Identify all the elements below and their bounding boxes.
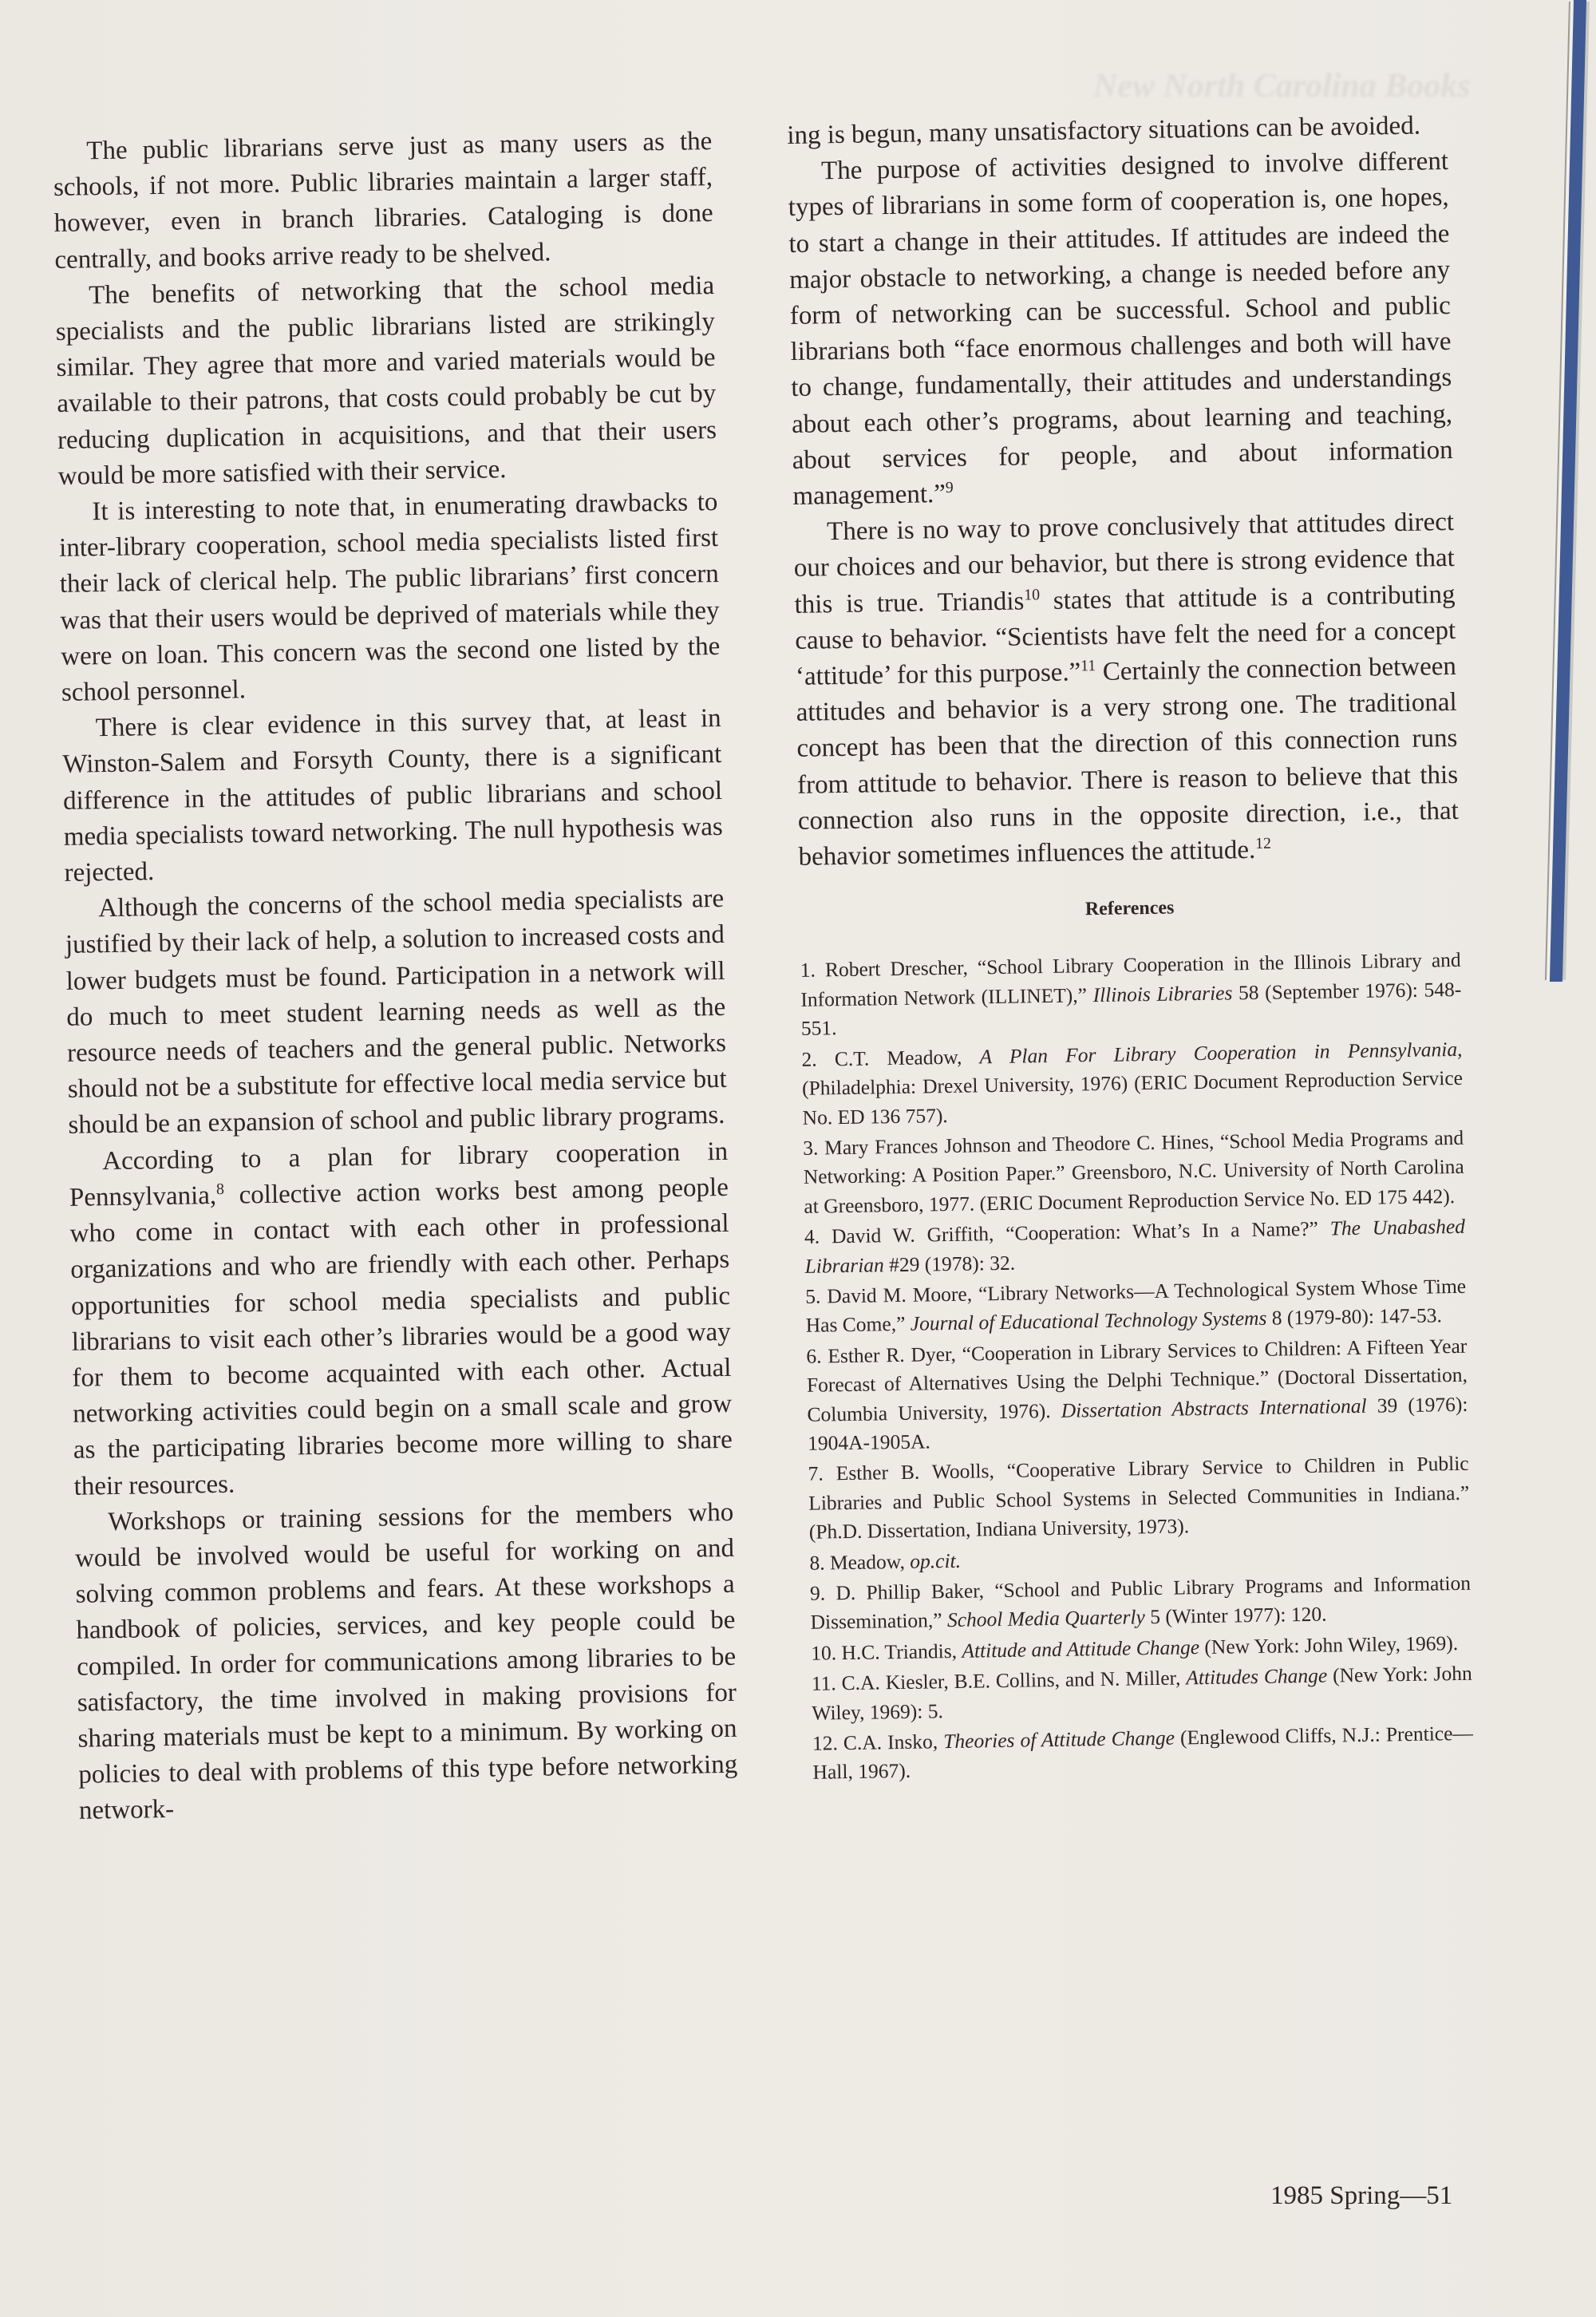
bleed-through-header: New North Carolina Books: [1093, 68, 1471, 105]
reference-item: [806, 1332, 1468, 1459]
ref-text: (Englewood Cliffs, N.J.: Prentice—Hall, 1967).: [812, 1721, 1474, 1785]
paragraph-continuation: ing is begun, many unsatisfactory situations can be avoided.: [787, 111, 1421, 150]
reference-item: [810, 1569, 1472, 1638]
paragraph: [788, 144, 1454, 515]
reference-item: [801, 1035, 1464, 1133]
ref-text: Esther B. Woolls, “Cooperative Library Service to Children in Public Libraries and Public School Systems in Selected Communities in Indiana.” (Ph.D. Dissertation, Indiana University, 1973).: [808, 1452, 1470, 1544]
paragraph: Although the concerns of the school media specialists are justified by their lack of help, a solution to increased costs and lower budgets must be found. Participation in a network will do much to meet student learning needs as well as the resource needs of teachers and the general public. Networks should not be a substitute for effective local media service but should be an expansion of school and public library programs.: [65, 884, 727, 1141]
binding-strip: [1550, 0, 1586, 982]
text: According to a plan for library cooperation in Pennsylvania,: [69, 1137, 729, 1212]
ref-number: 5.: [804, 1284, 821, 1308]
ref-text: C.A. Kiesler, B.E. Collins, and N. Miller,: [841, 1666, 1187, 1695]
right-column: [787, 108, 1474, 1789]
paragraph: [793, 504, 1460, 876]
text: Certainly the connection between attitudes and behavior is a very strong one. The traditional concept has been that the direction of this connection runs from attitude to behavior. There is reason to believe that this connection also runs in the opposite direction, i.e., that behavior sometimes influences the attitude.: [796, 651, 1460, 872]
ref-title: Attitudes Change: [1186, 1663, 1328, 1690]
reference-item: [812, 1659, 1473, 1728]
footnote-ref: 10: [1024, 585, 1041, 604]
ref-text: Esther R. Dyer, “Cooperation in Library Services to Children: A Fifteen Year Forecast of Alternatives Using the Delphi Technique.” (Doctoral Dissertation, Columbia University, 1976).: [806, 1334, 1468, 1426]
paragraph: The public librarians serve just as many users as the schools, if not more. Public libraries maintain a larger staff, however, even in branch libraries. Cataloging is done centrally, and books arrive ready to be shelved.: [53, 127, 713, 275]
ref-text: (Philadelphia: Drexel University, 1976) (ERIC Document Reproduction Service No. ED 136 757).: [801, 1066, 1464, 1129]
ref-title: Theories of Attitude Change: [942, 1726, 1175, 1754]
ref-text: #29 (1978): 32.: [883, 1251, 1016, 1276]
ref-number: 10.: [810, 1641, 837, 1665]
ref-text: 39 (1976): 1904A-1905A.: [807, 1392, 1468, 1455]
ref-title: Attitude and Attitude Change: [962, 1635, 1200, 1663]
text: states that attitude is a contributing cause to behavior. “Scientists have felt the need for a concept ‘attitude’ for this purpose.”: [795, 579, 1456, 691]
ref-title: A Plan For Library Cooperation in Pennsylvania,: [979, 1037, 1463, 1069]
ref-text: (New York: John Wiley, 1969).: [1199, 1631, 1459, 1659]
ref-text: David W. Griffith, “Cooperation: What’s In a Name?”: [831, 1216, 1330, 1248]
ref-title: Illinois Libraries: [1092, 981, 1233, 1006]
ref-number: 11.: [811, 1671, 836, 1695]
reference-item: [800, 946, 1463, 1043]
footnote-ref: 11: [1080, 657, 1096, 675]
reference-item: [804, 1212, 1466, 1281]
paragraph: [69, 1134, 733, 1505]
ref-text: H.C. Triandis,: [841, 1639, 962, 1664]
ref-text: 8 (1979-80): 147-53.: [1266, 1303, 1443, 1330]
reference-item: [803, 1124, 1465, 1221]
text: collective action works best among people who come in contact with each other in professional organizations and who are friendly with each other. Perhaps opportunities for school media specialists and public librarians to visit each other’s libraries would be a good way for them to become acquainted with each other. Actual networking activities could begin on a small scale and grow as the participating libraries become more willing to share their resources.: [69, 1172, 733, 1501]
ref-text: D. Phillip Baker, “School and Public Library Programs and Information Dissemination,”: [810, 1571, 1472, 1635]
ref-number: 7.: [808, 1461, 824, 1486]
footnote-ref: 8: [215, 1180, 225, 1198]
ref-number: 1.: [800, 959, 816, 983]
ref-text: Mary Frances Johnson and Theodore C. Hines, “School Media Programs and Networking: A Position Paper.” Greensboro, N.C. University of North Carolina at Greensboro, 1977. (ERIC Document Reproduction Service No. ED 175 442).: [803, 1125, 1464, 1218]
ref-number: 4.: [804, 1224, 820, 1248]
ref-text: David M. Moore, “Library Networks—A Technological System Whose Time Has Come,”: [805, 1274, 1467, 1338]
ref-text: 5 (Winter 1977): 120.: [1144, 1603, 1327, 1629]
references-heading: References: [1084, 897, 1175, 920]
paragraph: There is clear evidence in this survey that, at least in Winston-Salem and Forsyth County, there is a significant difference in the attitudes of public librarians and school media specialists toward networking. The null hypothesis was rejected.: [62, 704, 724, 888]
ref-number: 12.: [812, 1731, 839, 1755]
ref-number: 8.: [809, 1551, 825, 1575]
page-footer: 1985 Spring—51: [1270, 2181, 1453, 2210]
ref-text: C.A. Insko,: [843, 1730, 944, 1755]
ref-title: School Media Quarterly: [946, 1605, 1146, 1632]
text: The purpose of activities designed to involve different types of librarians in some form of cooperation is, one hopes, to start a change in their attitudes. If attitudes are indeed the major obstacle to networking, a change is needed before any form of networking can be successful. School and public librarians both “face enormous challenges and both will have to change, fundamentally, their attitudes and understandings about each other’s programs, about learning and teaching, about services for people, and about information management.”: [788, 147, 1453, 511]
ref-number: 6.: [806, 1344, 822, 1368]
reference-item: [805, 1272, 1467, 1341]
ref-text: C.T. Meadow,: [834, 1045, 980, 1070]
left-column: [53, 124, 738, 1829]
footnote-ref: 12: [1254, 834, 1272, 853]
paragraph: It is interesting to note that, in enumerating drawbacks to inter-library cooperation, school media specialists listed first their lack of clerical help. The public librarians’ first concern was that their users would be deprived of materials while they were on loan. This concern was the second one listed by the school personnel.: [58, 488, 721, 707]
ref-text: (New York: John Wiley, 1969): 5.: [812, 1661, 1472, 1725]
ref-number: 2.: [801, 1047, 817, 1071]
ref-title: Journal of Educational Technology Systems: [910, 1307, 1267, 1336]
text: There is no way to prove conclusively that attitudes direct our choices and our behavior, but there is strong evidence that this is true. Triandis: [793, 508, 1456, 619]
ref-text: Meadow,: [829, 1549, 911, 1574]
paragraph: Workshops or training sessions for the members who would be involved would be useful for working on and solving common problems and fears. At these workshops a handbook of policies, services, and key people could be compiled. In order for communications among libraries to be satisfactory, the time involved in making provisions for sharing materials must be kept to a minimum. By working on policies to deal with problems of this type before networking network-: [74, 1497, 738, 1826]
ref-number: 9.: [809, 1581, 826, 1605]
references-list: [800, 946, 1474, 1787]
paragraph: The benefits of networking that the school media specialists and the public librarians listed are strikingly similar. They agree that more and varied materials would be available to their patrons, that costs could probably be cut by reducing duplication in acquisitions, and that their users would be more satisfied with their service.: [55, 271, 717, 491]
footnote-ref: 9: [945, 478, 954, 497]
ref-text: 58 (September 1976): 548-551.: [800, 977, 1462, 1041]
ref-title: op.cit.: [910, 1548, 962, 1573]
ref-text: Robert Drescher, “School Library Cooperation in the Illinois Library and Information Network (ILLINET),”: [800, 948, 1461, 1011]
reference-item: [812, 1719, 1474, 1788]
ref-title: Dissertation Abstracts International: [1061, 1394, 1367, 1422]
reference-item: [808, 1449, 1470, 1547]
ref-title: The Unabashed Librarian: [804, 1214, 1466, 1278]
ref-number: 3.: [803, 1136, 819, 1160]
